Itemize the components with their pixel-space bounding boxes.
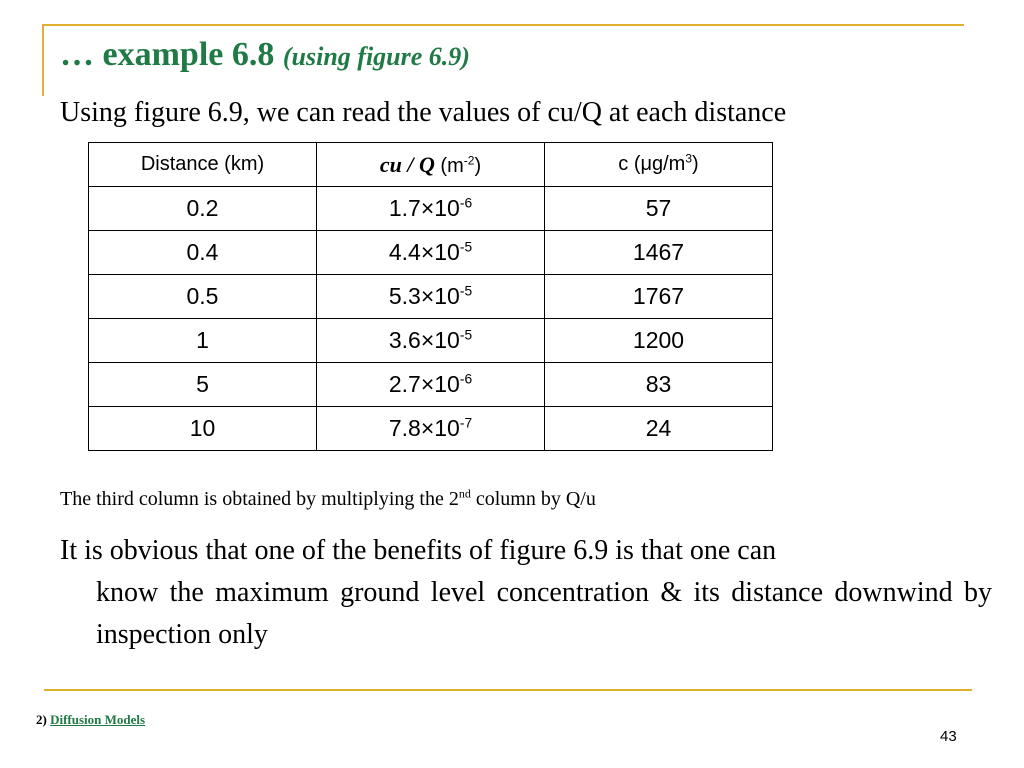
cell-concentration: 1767 xyxy=(545,275,773,319)
cell-concentration: 57 xyxy=(545,187,773,231)
cell-cu-q xyxy=(317,407,545,451)
data-table xyxy=(88,142,773,451)
cell-cu-q-exp: -5 xyxy=(459,327,473,343)
header-c-exp: 3 xyxy=(685,151,693,166)
intro-text: Using figure 6.9, we can read the values of cu/Q at each distance xyxy=(60,97,787,128)
conclusion-line-1: It is obvious that one of the benefits of figure 6.9 is that one can xyxy=(60,535,777,566)
cell-distance: 0.4 xyxy=(89,231,317,275)
header-cu-q xyxy=(317,143,545,187)
top-rule xyxy=(44,24,964,26)
table-row xyxy=(89,319,773,363)
table-row xyxy=(89,187,773,231)
table-row xyxy=(89,231,773,275)
page-number: 43 xyxy=(940,728,957,745)
cell-cu-q xyxy=(317,275,545,319)
header-cu-q-math: cu / Q xyxy=(379,151,435,177)
cell-cu-q xyxy=(317,363,545,407)
cell-cu-q-mantissa: 7.8×10 xyxy=(388,415,460,441)
title-subtitle: (using figure 6.9) xyxy=(282,42,470,71)
cell-cu-q-exp: -5 xyxy=(459,283,473,299)
header-c-close: ) xyxy=(692,153,699,175)
cell-cu-q xyxy=(317,231,545,275)
cell-distance: 10 xyxy=(89,407,317,451)
cell-distance: 5 xyxy=(89,363,317,407)
slide-title xyxy=(60,36,470,74)
footer-prefix: 2) xyxy=(36,712,51,727)
header-cu-q-exp: -2 xyxy=(463,152,475,167)
cell-distance: 1 xyxy=(89,319,317,363)
cell-cu-q-exp: -7 xyxy=(459,415,473,431)
header-cu-q-close: ) xyxy=(474,154,482,177)
table-row xyxy=(89,363,773,407)
cell-cu-q-exp: -6 xyxy=(459,195,473,211)
cell-concentration: 1467 xyxy=(545,231,773,275)
cell-cu-q xyxy=(317,319,545,363)
footer xyxy=(36,712,145,728)
bottom-rule xyxy=(44,689,972,691)
table-row xyxy=(89,407,773,451)
header-distance: Distance (km) xyxy=(89,143,317,187)
footer-link-diffusion-models[interactable]: Diffusion Models xyxy=(50,712,146,727)
cell-cu-q-exp: -5 xyxy=(459,239,473,255)
note-text xyxy=(60,488,596,511)
cell-distance: 0.5 xyxy=(89,275,317,319)
table-row xyxy=(89,275,773,319)
title-main: … example 6.8 xyxy=(60,36,283,73)
cell-concentration: 83 xyxy=(545,363,773,407)
cell-cu-q xyxy=(317,187,545,231)
note-pre: The third column is obtained by multiplying the 2 xyxy=(60,488,459,510)
cell-concentration: 1200 xyxy=(545,319,773,363)
conclusion-paragraph xyxy=(60,530,992,656)
cell-concentration: 24 xyxy=(545,407,773,451)
cell-cu-q-mantissa: 2.7×10 xyxy=(388,371,460,397)
cell-cu-q-exp: -6 xyxy=(459,371,473,387)
cell-distance: 0.2 xyxy=(89,187,317,231)
table-header-row xyxy=(89,143,773,187)
header-c-label: c (μg/m xyxy=(618,153,686,175)
cell-cu-q-mantissa: 4.4×10 xyxy=(388,239,460,265)
header-concentration xyxy=(545,143,773,187)
cell-cu-q-mantissa: 3.6×10 xyxy=(388,327,460,353)
cell-cu-q-mantissa: 1.7×10 xyxy=(388,195,460,221)
left-rule xyxy=(42,24,44,96)
note-sup: nd xyxy=(458,486,471,501)
conclusion-rest: know the maximum ground level concentration & its distance downwind by inspection only xyxy=(96,577,992,650)
header-cu-q-unit: (m xyxy=(434,154,464,177)
cell-cu-q-mantissa: 5.3×10 xyxy=(388,283,460,309)
note-post: column by Q/u xyxy=(470,488,596,510)
